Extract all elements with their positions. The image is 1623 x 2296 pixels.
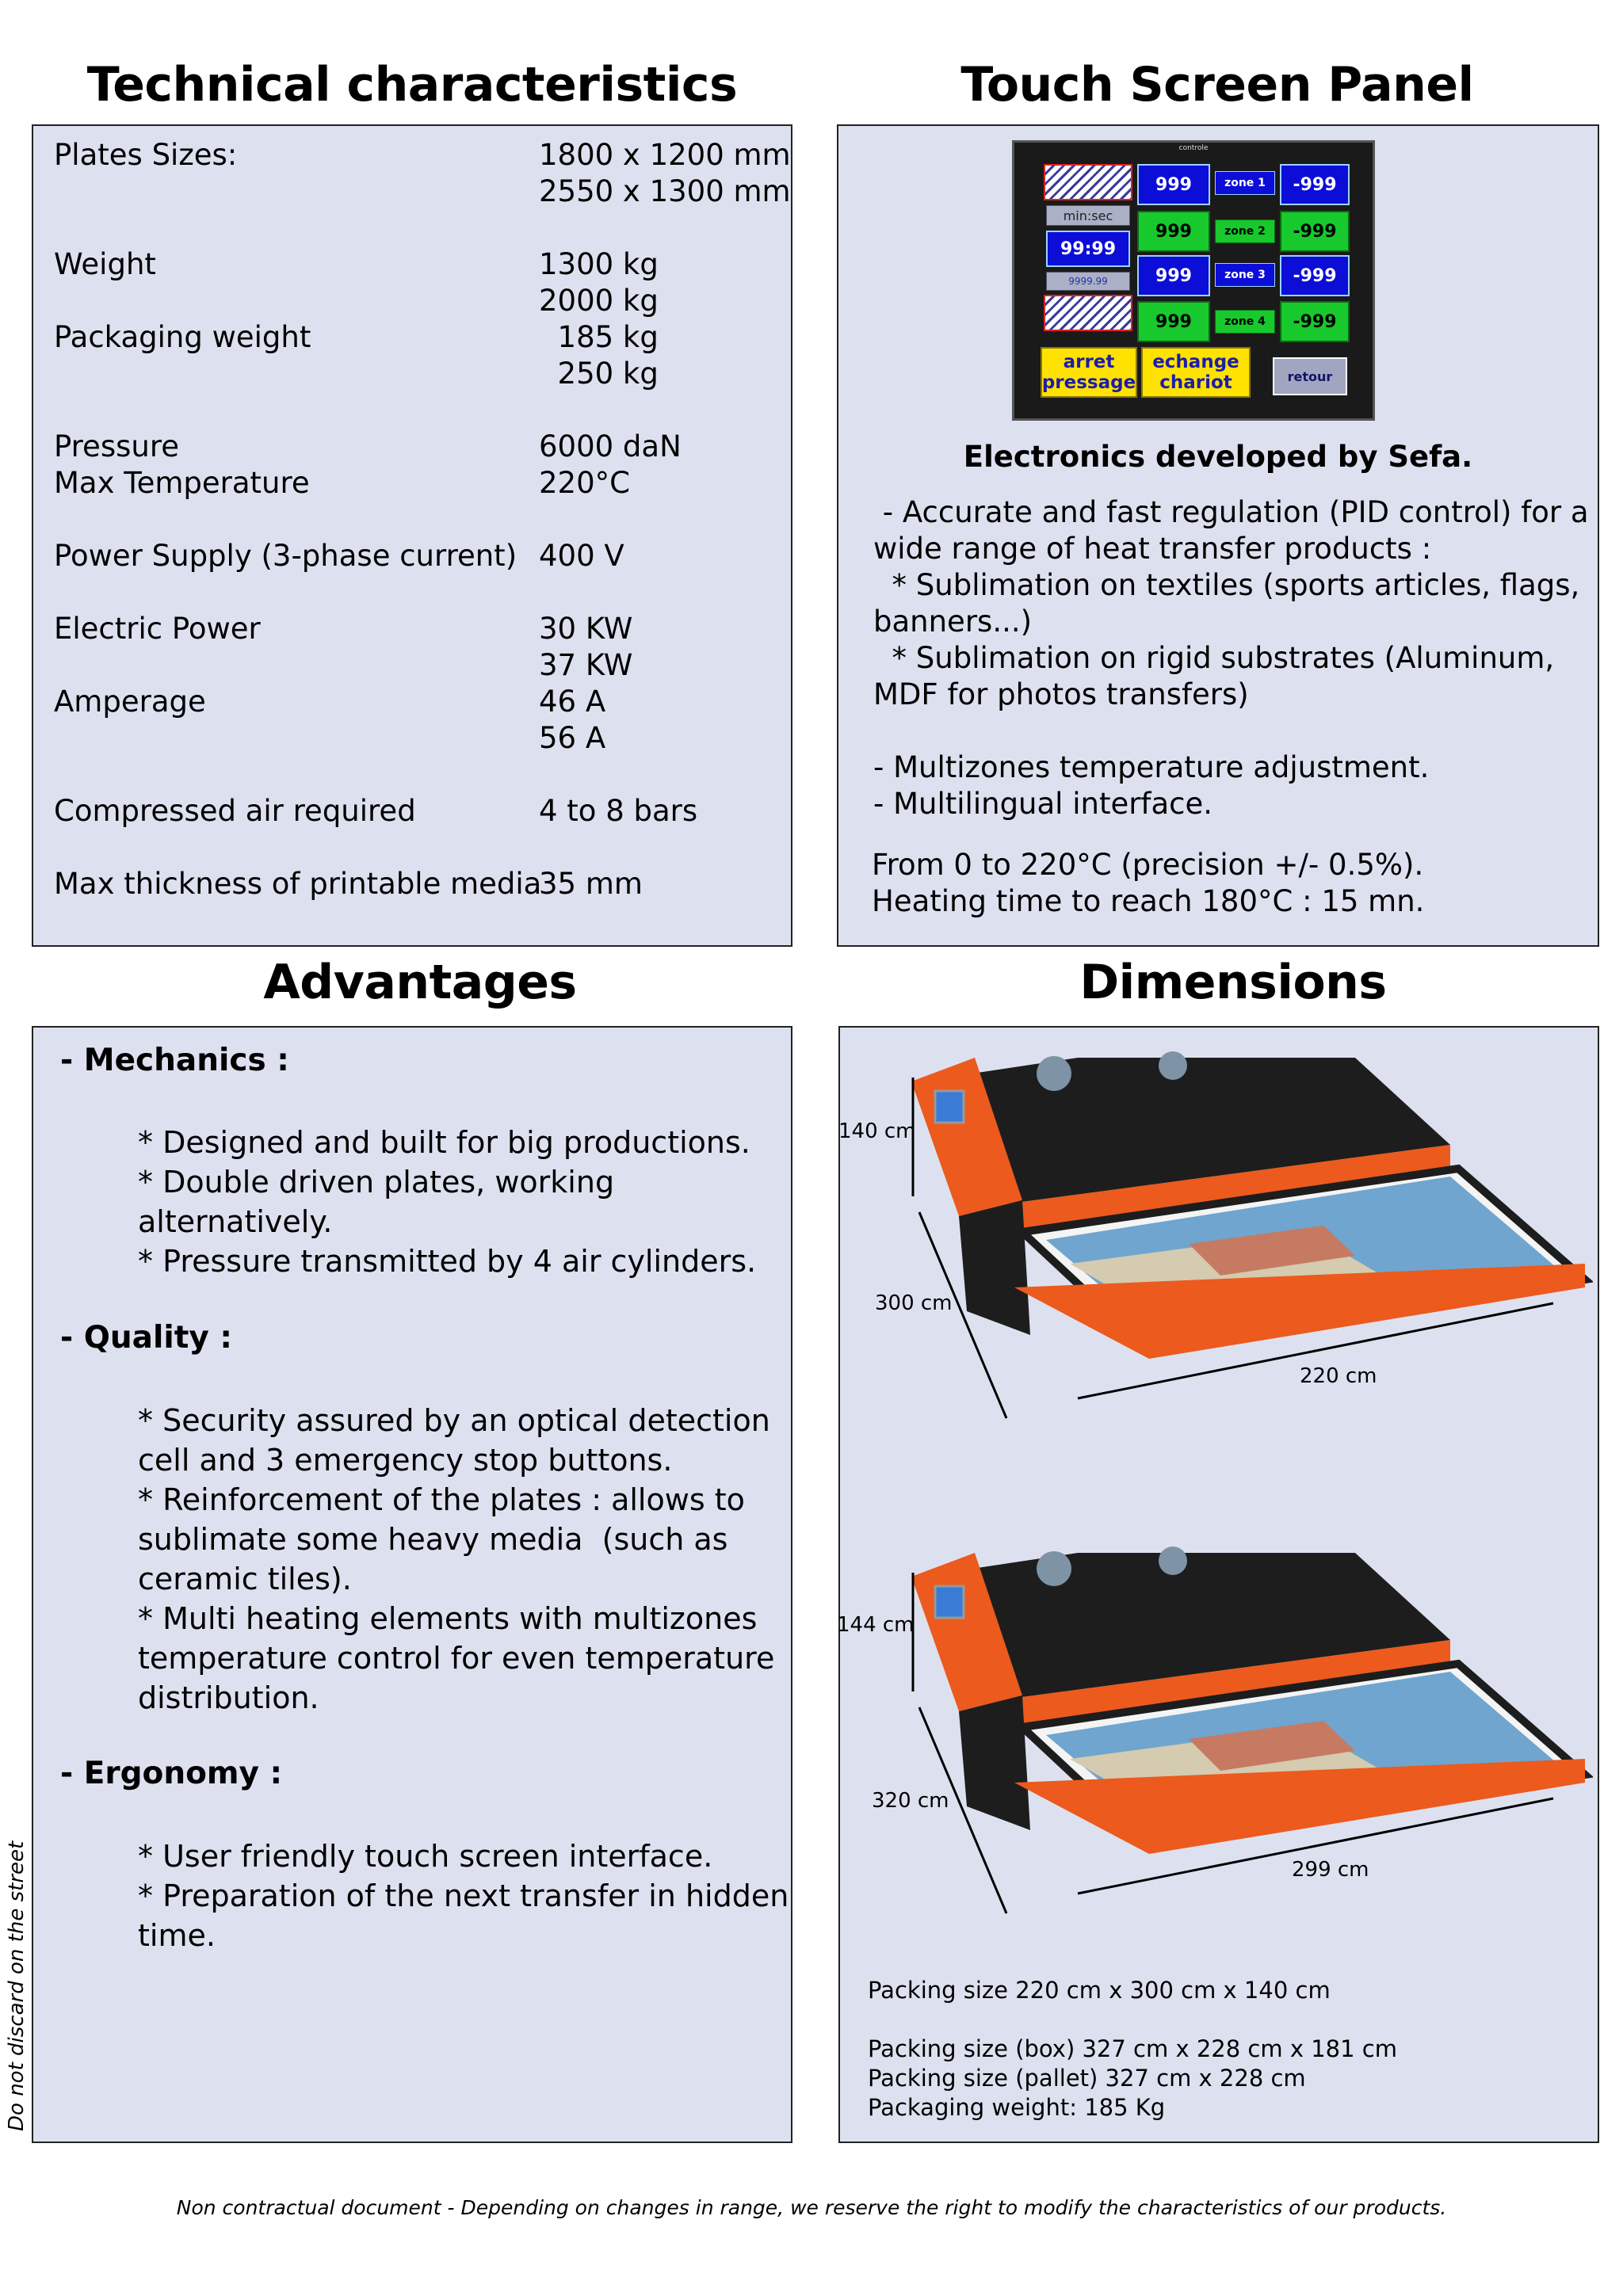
blue-value: 999	[1137, 255, 1210, 296]
spec-value: 250 kg	[539, 357, 659, 391]
spec-value: 37 KW	[539, 648, 633, 682]
green-value: 999	[1137, 211, 1210, 252]
neg-value: -999	[1280, 164, 1350, 205]
green-value: 999	[1137, 301, 1210, 342]
time-label: min:sec	[1046, 205, 1130, 226]
arret-line2: pressage	[1041, 372, 1136, 393]
packing-line: Packaging weight: 185 Kg	[868, 2094, 1166, 2121]
side-note: Do not discard on the street	[5, 1840, 29, 2131]
spec-label: Electric Power	[54, 612, 261, 646]
spec-value: 6000 daN	[539, 429, 682, 463]
retour-button: retour	[1273, 357, 1347, 395]
quality-item: * Security assured by an optical detection	[138, 1403, 770, 1438]
dim-depth-1: 300 cm	[875, 1291, 953, 1315]
spec-value: 2000 kg	[539, 284, 659, 318]
mechanics-item: * Pressure transmitted by 4 air cylinders.	[138, 1244, 757, 1279]
electronics-bullet: - Multilingual interface.	[873, 787, 1212, 821]
spec-label: Power Supply (3-phase current)	[54, 539, 517, 573]
spec-value: 400 V	[539, 539, 624, 573]
mechanics-item: * Designed and built for big productions.	[138, 1125, 750, 1160]
zone-label: zone 1	[1215, 171, 1275, 195]
spec-value: 185 kg	[539, 320, 659, 354]
spec-label: Packaging weight	[54, 320, 311, 354]
footer-disclaimer: Non contractual document - Depending on changes in range, we reserve the right to modify the characteristics of our products.	[176, 2196, 1447, 2219]
ergonomy-item: * User friendly touch screen interface.	[138, 1839, 713, 1874]
arret-pressage-button	[1041, 347, 1137, 398]
dim-width-1: 220 cm	[1300, 1364, 1377, 1388]
electronics-line: - Accurate and fast regulation (PID control) for a	[873, 495, 1589, 529]
dim-height-2: 144 cm	[837, 1613, 915, 1637]
spec-label: Amperage	[54, 685, 206, 719]
spec-label: Weight	[54, 247, 156, 281]
dim-height-1: 140 cm	[838, 1119, 916, 1143]
mechanics-item: * Double driven plates, working	[138, 1165, 615, 1199]
spec-label: Plates Sizes:	[54, 138, 238, 172]
dim-width-2: 299 cm	[1292, 1858, 1369, 1882]
zone-label: zone 4	[1215, 310, 1275, 334]
electronics-line: banners...)	[873, 605, 1033, 639]
blue-value: 999	[1137, 164, 1210, 205]
spec-value: 35 mm	[539, 867, 643, 901]
spec-value: 1800 x 1200 mm	[539, 138, 791, 172]
mechanics-item: alternatively.	[138, 1204, 333, 1239]
spec-value: 30 KW	[539, 612, 633, 646]
zone-label: zone 3	[1215, 263, 1275, 287]
hatched-indicator	[1044, 164, 1132, 200]
packing-line: Packing size (pallet) 327 cm x 228 cm	[868, 2065, 1306, 2092]
spec-value: 1300 kg	[539, 247, 659, 281]
ergonomy-heading: - Ergonomy :	[60, 1756, 283, 1791]
echange-chariot-button	[1141, 347, 1251, 398]
neg-value: -999	[1280, 301, 1350, 342]
quality-heading: - Quality :	[60, 1320, 232, 1356]
tech-title: Technical characteristics	[86, 57, 738, 113]
hatched-indicator	[1044, 295, 1132, 331]
electronics-bullet: - Multizones temperature adjustment.	[873, 750, 1430, 784]
spec-value: 2550 x 1300 mm	[539, 174, 791, 208]
electronics-line: * Sublimation on textiles (sports articles, flags,	[873, 568, 1580, 602]
electronics-heading: Electronics developed by Sefa.	[963, 440, 1473, 474]
echange-line1: echange	[1152, 352, 1239, 372]
spec-label: Compressed air required	[54, 794, 416, 828]
packing-line: Packing size 220 cm x 300 cm x 140 cm	[868, 1977, 1331, 2004]
electronics-line: MDF for photos transfers)	[873, 677, 1249, 711]
quality-item: * Multi heating elements with multizones	[138, 1601, 758, 1636]
screen-caption: controle	[1178, 144, 1209, 152]
spec-label: Pressure	[54, 429, 179, 463]
time-value: 99:99	[1046, 231, 1130, 267]
neg-value: -999	[1280, 211, 1350, 252]
electronics-line: * Sublimation on rigid substrates (Aluminum,	[873, 641, 1555, 675]
mechanics-heading: - Mechanics :	[60, 1043, 289, 1078]
quality-item: * Reinforcement of the plates : allows to	[138, 1482, 745, 1517]
ergonomy-item: time.	[138, 1918, 216, 1953]
quality-item: distribution.	[138, 1680, 319, 1715]
neg-value: -999	[1280, 255, 1350, 296]
quality-item: sublimate some heavy media (such as	[138, 1522, 728, 1557]
quality-item: temperature control for even temperature	[138, 1641, 775, 1676]
ergonomy-item: * Preparation of the next transfer in hidden	[138, 1878, 789, 1913]
dim-depth-2: 320 cm	[872, 1789, 949, 1813]
dimension-arrows-1	[896, 1070, 1569, 1434]
spec-label: Max Temperature	[54, 466, 310, 500]
temperature-info: From 0 to 220°C (precision +/- 0.5%).	[872, 848, 1424, 882]
packing-line: Packing size (box) 327 cm x 228 cm x 181 cm	[868, 2035, 1397, 2062]
arret-line1: arret	[1063, 352, 1115, 372]
spec-value: 46 A	[539, 685, 606, 719]
touch-title: Touch Screen Panel	[960, 57, 1474, 113]
spec-label: Max thickness of printable media	[54, 867, 542, 901]
electronics-line: wide range of heat transfer products :	[873, 532, 1432, 566]
spec-value: 220°C	[539, 466, 630, 500]
small-value: 9999.99	[1046, 272, 1130, 291]
touch-screen-image	[1012, 140, 1375, 421]
quality-item: ceramic tiles).	[138, 1562, 352, 1596]
spec-value: 4 to 8 bars	[539, 794, 698, 828]
dimensions-title: Dimensions	[1079, 955, 1387, 1010]
quality-item: cell and 3 emergency stop buttons.	[138, 1443, 673, 1478]
advantages-title: Advantages	[263, 955, 577, 1010]
spec-value: 56 A	[539, 721, 606, 755]
dimension-arrows-2	[896, 1565, 1569, 1929]
echange-line2: chariot	[1159, 372, 1232, 393]
temperature-info: Heating time to reach 180°C : 15 mn.	[872, 884, 1425, 918]
zone-label: zone 2	[1215, 219, 1275, 243]
